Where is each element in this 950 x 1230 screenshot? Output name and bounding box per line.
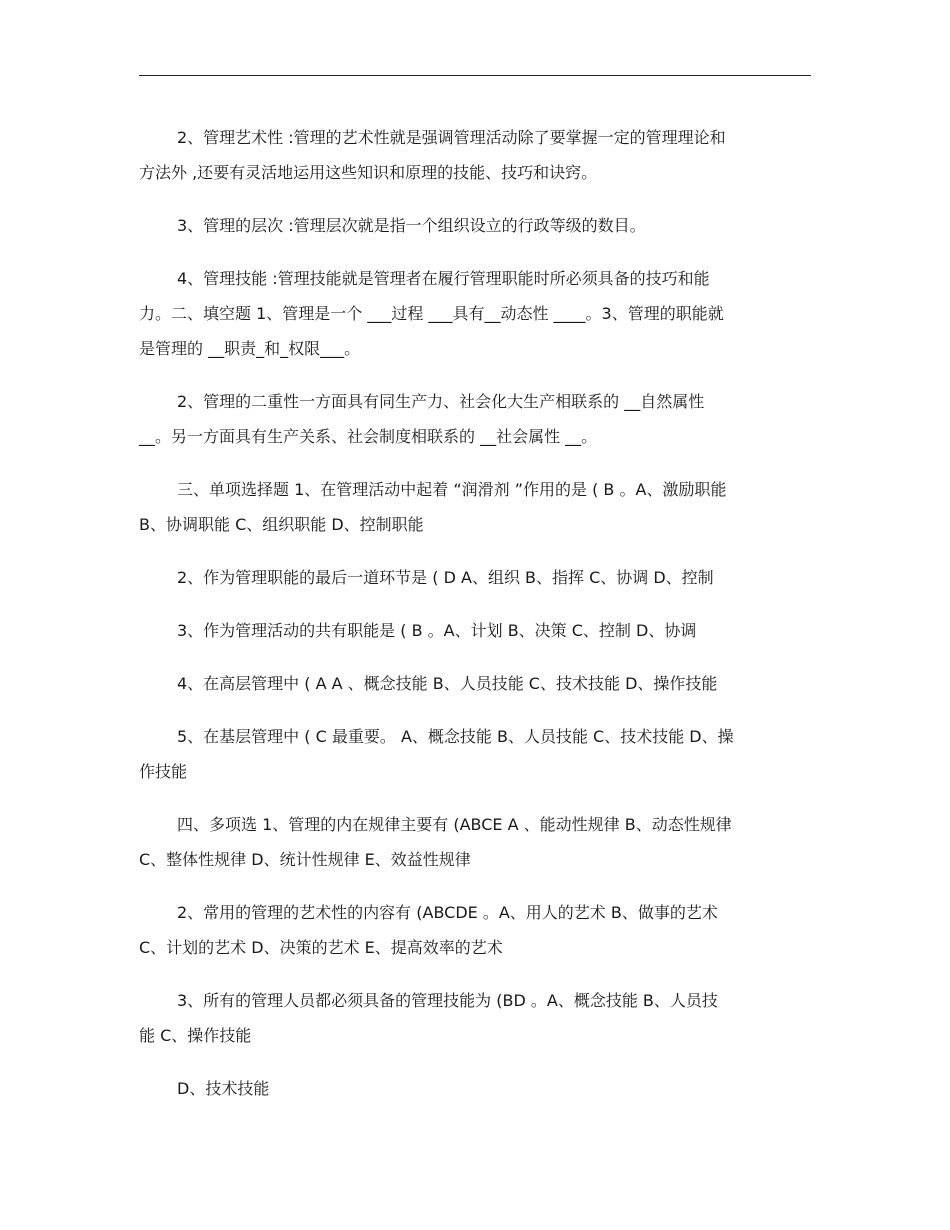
paragraph-management-artistry xyxy=(139,120,811,190)
text-line: 4、管理技能 :管理技能就是管理者在履行管理职能时所必须具备的技巧和能 xyxy=(177,269,710,288)
paragraph-single-choice-5 xyxy=(139,719,811,789)
text-line: 力。二、填空题 1、管理是一个 ___过程 ___具有__动态性 ____。3、管理的职能就 xyxy=(139,304,724,323)
paragraph-multi-choice-3-option-d xyxy=(139,1071,811,1106)
text-line: 5、在基层管理中 ( C 最重要。 A、概念技能 B、人员技能 C、技术技能 D、操 xyxy=(177,727,734,746)
paragraph-single-choice-3 xyxy=(139,613,811,648)
paragraph-management-skills xyxy=(139,261,811,366)
paragraph-multi-choice-3 xyxy=(139,983,811,1053)
text-line: B、协调职能 C、组织职能 D、控制职能 xyxy=(139,515,424,534)
text-line: 方法外 ,还要有灵活地运用这些知识和原理的技能、技巧和诀窍。 xyxy=(139,163,598,182)
document-body xyxy=(139,120,811,1124)
paragraph-single-choice-1 xyxy=(139,472,811,542)
text-line: 四、多项选 1、管理的内在规律主要有 (ABCE A 、能动性规律 B、动态性规律 xyxy=(177,815,732,834)
text-line: 是管理的 __职责_和_权限___。 xyxy=(139,339,361,358)
text-line: 3、所有的管理人员都必须具备的管理技能为 (BD 。A、概念技能 B、人员技 xyxy=(177,991,718,1010)
text-line: 2、作为管理职能的最后一道环节是 ( D A、组织 B、指挥 C、协调 D、控制 xyxy=(177,568,714,587)
text-line: 2、常用的管理的艺术性的内容有 (ABCDE 。A、用人的艺术 B、做事的艺术 xyxy=(177,903,718,922)
paragraph-multi-choice-1 xyxy=(139,807,811,877)
paragraph-single-choice-4 xyxy=(139,666,811,701)
text-line: 4、在高层管理中 ( A A 、概念技能 B、人员技能 C、技术技能 D、操作技能 xyxy=(177,674,718,693)
text-line: C、计划的艺术 D、决策的艺术 E、提高效率的艺术 xyxy=(139,938,503,957)
text-line: 能 C、操作技能 xyxy=(139,1026,252,1045)
text-line: 3、管理的层次 :管理层次就是指一个组织设立的行政等级的数目。 xyxy=(177,216,646,235)
text-line: 三、单项选择题 1、在管理活动中起着 “润滑剂 ”作用的是 ( B 。A、激励职能 xyxy=(177,480,727,499)
text-line: 作技能 xyxy=(139,762,188,781)
paragraph-multi-choice-2 xyxy=(139,895,811,965)
text-line: C、整体性规律 D、统计性规律 E、效益性规律 xyxy=(139,850,471,869)
header-rule xyxy=(139,75,811,76)
text-line: 2、管理的二重性一方面具有同生产力、社会化大生产相联系的 __自然属性 xyxy=(177,392,705,411)
text-line: 2、管理艺术性 :管理的艺术性就是强调管理活动除了要掌握一定的管理理论和 xyxy=(177,128,726,147)
paragraph-single-choice-2 xyxy=(139,560,811,595)
text-line: D、技术技能 xyxy=(177,1079,270,1098)
paragraph-duality xyxy=(139,384,811,454)
text-line: __。另一方面具有生产关系、社会制度相联系的 __社会属性 __。 xyxy=(139,427,598,446)
paragraph-management-levels xyxy=(139,208,811,243)
text-line: 3、作为管理活动的共有职能是 ( B 。A、计划 B、决策 C、控制 D、协调 xyxy=(177,621,697,640)
